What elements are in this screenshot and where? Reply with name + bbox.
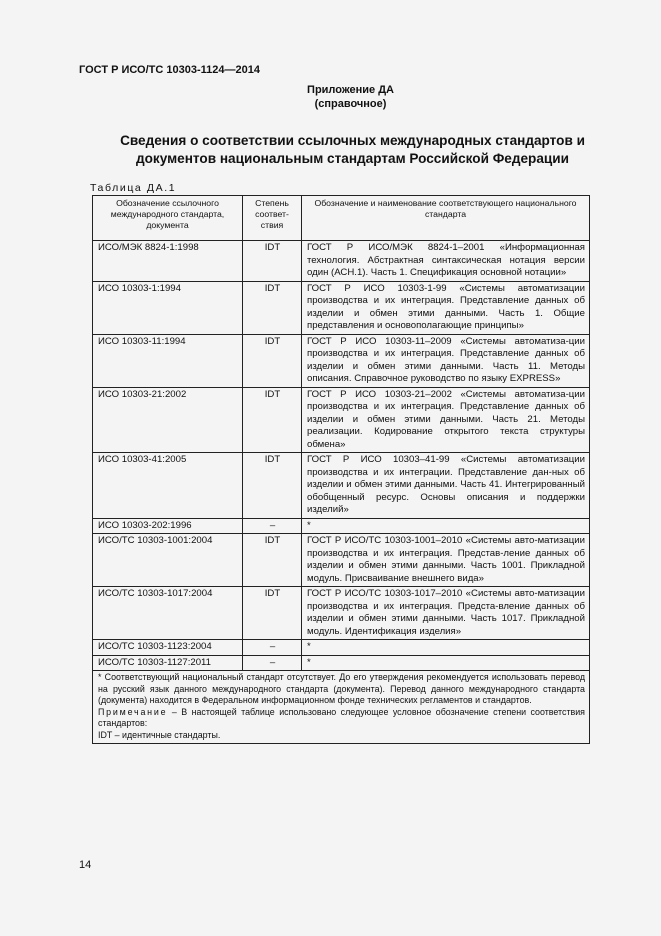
table-row [93, 334, 590, 387]
degree-cell: IDT [243, 534, 302, 587]
table-row [93, 387, 590, 453]
national-standard-cell: ГОСТ Р ИСО 10303-21–2002 «Системы автоматиза-ции производства и их интеграция. Представление данных об изделии и обмен этими данными. Часть 21. Методы реализации. Кодирование открытого текста структуры обмена» [302, 387, 590, 453]
table-note [98, 707, 585, 730]
national-standard-cell: ГОСТ Р ИСО/МЭК 8824-1–2001 «Информационная технология. Абстрактная синтаксическая нотация версии один (АСН.1). Часть 1. Спецификация основной нотации» [302, 241, 590, 282]
note-label: Примечание [98, 706, 168, 717]
intl-standard-cell: ИСО 10303-11:1994 [93, 334, 243, 387]
national-standard-cell: ГОСТ Р ИСО/ТС 10303-1017–2010 «Системы авто-матизации производства и их интеграция. Предста-вление данных об изделии и обмен этими данными. Часть 1017. Прикладной модуль. Идентификация изделия» [302, 587, 590, 640]
table-header-row [93, 196, 590, 241]
intl-standard-cell: ИСО/ТС 10303-1123:2004 [93, 640, 243, 656]
degree-cell: – [243, 518, 302, 534]
national-standard-cell: ГОСТ Р ИСО 10303-1-99 «Системы автоматизации производства и их интеграция. Представление данных об изделии и обмен этими данными. Часть 1. Общие представления и основополагающие принципы» [302, 281, 590, 334]
table-row [93, 534, 590, 587]
national-standard-cell: * [302, 640, 590, 656]
table-row [93, 587, 590, 640]
intl-standard-cell: ИСО/ТС 10303-1017:2004 [93, 587, 243, 640]
annex-title: Приложение ДА [307, 84, 394, 96]
degree-cell: IDT [243, 453, 302, 519]
degree-cell: IDT [243, 387, 302, 453]
intl-standard-cell: ИСО 10303-21:2002 [93, 387, 243, 453]
table-footnote-row [93, 671, 590, 744]
idt-legend: IDT – идентичные стандарты. [98, 729, 221, 740]
degree-cell: – [243, 655, 302, 671]
table-label: Таблица ДА.1 [90, 182, 177, 194]
page-number: 14 [79, 859, 92, 871]
annex-subtitle: (справочное) [314, 98, 387, 110]
table-footnote [93, 671, 590, 744]
table-row [93, 640, 590, 656]
correspondence-table [92, 195, 590, 744]
national-standard-cell: ГОСТ Р ИСО/ТС 10303-1001–2010 «Системы авто-матизации производства и их интеграция. Представ-ление данных об изделии и обмен этими данными. Часть 1001. Прикладной модуль. Присваивание внешнего вида» [302, 534, 590, 587]
national-standard-cell: ГОСТ Р ИСО 10303–41-99 «Системы автоматизации производства и их интеграции. Представление дан-ных об изделии и обмен этими данными. Часть 41. Интегрированный обобщенный ресурс. Основы описания и поддержки изделий» [302, 453, 590, 519]
intl-standard-cell: ИСО/ТС 10303-1001:2004 [93, 534, 243, 587]
header-national-standard: Обозначение и наименование соответствующего национального стандарта [302, 196, 590, 241]
degree-cell: IDT [243, 587, 302, 640]
header-intl-standard: Обозначение ссылочного международного стандарта, документа [93, 196, 243, 241]
table-row [93, 241, 590, 282]
table-row [93, 518, 590, 534]
degree-cell: IDT [243, 241, 302, 282]
table-row [93, 453, 590, 519]
section-title-line-2: документов национальным стандартам Российской Федерации [135, 151, 569, 166]
annex-heading [0, 83, 661, 111]
degree-cell: – [243, 640, 302, 656]
national-standard-cell: * [302, 518, 590, 534]
table-row [93, 655, 590, 671]
intl-standard-cell: ИСО/МЭК 8824-1:1998 [93, 241, 243, 282]
degree-cell: IDT [243, 334, 302, 387]
intl-standard-cell: ИСО 10303-41:2005 [93, 453, 243, 519]
document-code: ГОСТ Р ИСО/ТС 10303-1124—2014 [79, 64, 260, 76]
intl-standard-cell: ИСО/ТС 10303-1127:2011 [93, 655, 243, 671]
national-standard-cell: ГОСТ Р ИСО 10303-11–2009 «Системы автоматиза-ции производства и их интеграция. Представление данных об изделии и обмен этими данными. Часть 11. Методы описания. Справочное руководство по языку EXPRESS» [302, 334, 590, 387]
header-degree: Степень соответ-ствия [243, 196, 302, 241]
section-title [80, 132, 625, 168]
intl-standard-cell: ИСО 10303-202:1996 [93, 518, 243, 534]
degree-cell: IDT [243, 281, 302, 334]
note-text: – В настоящей таблице использовано следующее условное обозначение степени соответствия стандартов: [98, 706, 585, 729]
national-standard-cell: * [302, 655, 590, 671]
section-title-line-1: Сведения о соответствии ссылочных международных стандартов и [120, 133, 585, 148]
table-row [93, 281, 590, 334]
asterisk-footnote: * Соответствующий национальный стандарт отсутствует. До его утверждения рекомендуется использовать перевод на русский язык данного международного стандарта (документа). Перевод данного международного стандарта (документа) находится в Федеральном информационном фонде технических регламентов и стандартов. [98, 672, 585, 706]
intl-standard-cell: ИСО 10303-1:1994 [93, 281, 243, 334]
